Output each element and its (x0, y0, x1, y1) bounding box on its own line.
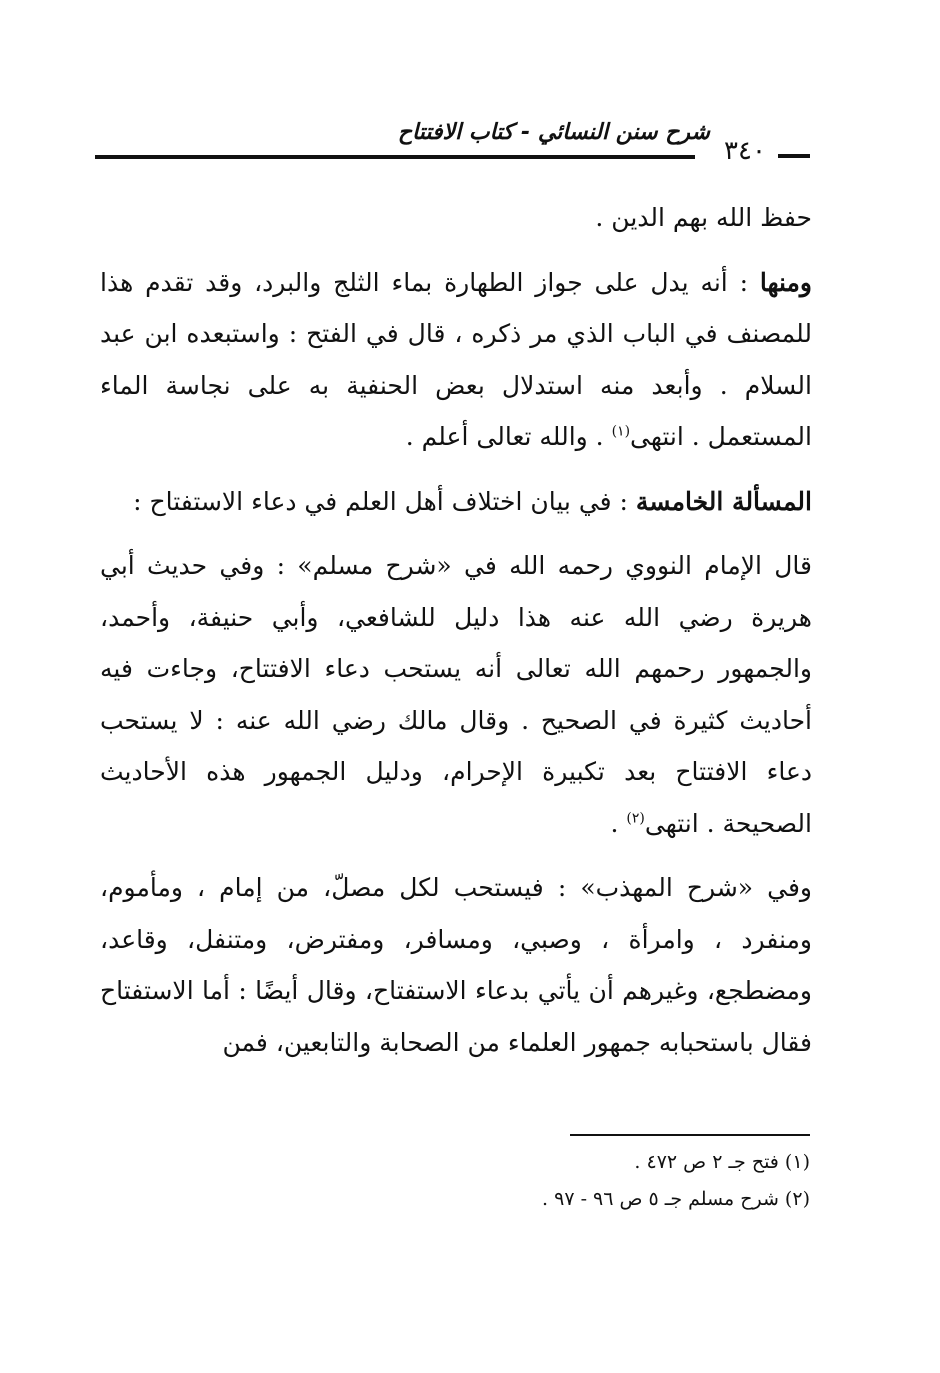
footnote: (٢) شرح مسلم جـ ٥ ص ٩٦ - ٩٧ . (542, 1188, 810, 1210)
paragraph-text: حفظ الله بهم الدين . (595, 203, 812, 232)
footnotes (300, 1144, 810, 1218)
footnote: (١) فتح جـ ٢ ص ٤٧٢ . (634, 1151, 810, 1173)
footnote-ref: (٢) (626, 810, 645, 827)
paragraph-tail: . والله تعالى أعلم . (405, 422, 612, 451)
paragraph-lead: ومنها (759, 267, 812, 297)
header-rule (95, 155, 695, 159)
running-header-title: شرح سنن النسائي - كتاب الافتتاح (397, 120, 710, 145)
paragraph-text: : أنه يدل على جواز الطهارة بماء الثلج والبرد، وقد تقدم هذا للمصنف في الباب الذي مر ذكره ، قال في الفتح : واستبعده ابن عبد السلام . وأبعد منه استدلال بعض الحنفية به على نجاسة الماء المستعمل . انتهى (100, 267, 812, 451)
paragraph-text: قال الإمام النووي رحمه الله في «شرح مسلم» : وفي حديث أبي هريرة رضي الله عنه هذا دليل للشافعي، وأبي حنيفة، وأحمد، والجمهور رحمهم الله تعالى أنه يستحب دعاء الافتتاح، وجاءت فيه أحاديث كثيرة في الصحيح . وقال مالك رضي الله عنه : لا يستحب دعاء الافتتاح بعد تكبيرة الإحرام، ودليل الجمهور هذه الأحاديث الصحيحة . انتهى (100, 551, 812, 838)
paragraph-tail: . (610, 808, 627, 838)
footnote-rule (570, 1134, 810, 1136)
paragraph (100, 257, 812, 463)
footnote-ref: (١) (611, 423, 631, 440)
paragraph (100, 540, 812, 849)
page-number: ٣٤٠ (724, 136, 766, 166)
page-number-dash (778, 154, 810, 158)
paragraph (100, 862, 812, 1068)
section-heading (100, 476, 812, 528)
paragraph-text: : في بيان اختلاف أهل العلم في دعاء الاستفتاح : (133, 486, 636, 516)
paragraph (100, 192, 812, 244)
body-text (100, 192, 812, 1068)
paragraph-text: وفي «شرح المهذب» : فيستحب لكل مصلّ، من إمام ، ومأموم، ومنفرد ، وامرأة ، وصبي، ومسافر، ومفترض، ومتنفل، وقاعد، ومضطجع، وغيرهم أن يأتي بدعاء الاستفتاح، وقال أيضًا : أما الاستفتاح فقال باستحبابه جمهور العلماء من الصحابة والتابعين، فمن (100, 873, 812, 1057)
paragraph-lead: المسألة الخامسة (635, 486, 812, 516)
